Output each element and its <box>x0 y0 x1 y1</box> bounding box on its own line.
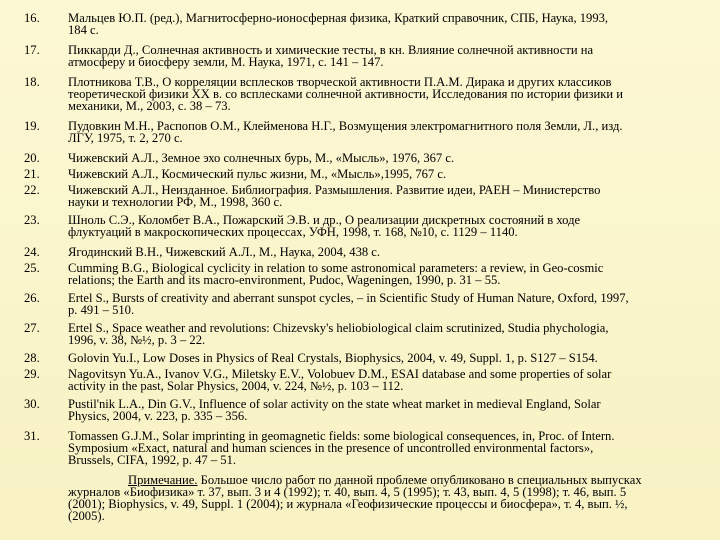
reference-text <box>68 214 694 238</box>
reference-number: 27. <box>24 321 40 335</box>
reference-line: Чижевский А.Л., Неизданное. Библиография. Размышления. Развитие идеи, РАЕН – Министерство <box>68 183 601 197</box>
reference-number: 29. <box>24 367 40 381</box>
reference-line: 1996, v. 38, №½, p. 3 – 22. <box>68 333 206 347</box>
reference-text <box>68 152 694 164</box>
reference-line: relations; the Earth and its macro-environment, Pudoc, Wageningen, 1990, p. 31 – 55. <box>68 273 501 287</box>
reference-line: Чижевский А.Л., Космический пульс жизни, М., «Мысль»,1995, 767 с. <box>68 167 447 181</box>
reference-line: Плотникова Т.В., О корреляции всплесков творческой активности П.А.М. Дирака и других классиков <box>68 75 612 89</box>
reference-line: Ertel S., Bursts of creativity and aberrant sunspot cycles, – in Scientific Study of Human Nature, Oxford, 1997, <box>68 291 629 305</box>
reference-number: 19. <box>24 119 40 133</box>
reference-text <box>68 120 694 144</box>
note-line: (2005). <box>68 509 105 523</box>
reference-text <box>68 246 694 258</box>
reference-line: Пудовкин М.Н., Распопов О.М., Клейменова Н.Г., Возмущения электромагнитного поля Земли, Л., изд. <box>68 119 623 133</box>
reference-line: Пиккарди Д., Солнечная активность и химические тесты, в кн. Влияние солнечной активности на <box>68 43 594 57</box>
reference-number: 25. <box>24 261 40 275</box>
reference-line: Nagovitsyn Yu.A., Ivanov V.G., Miletsky E.V., Volobuev D.M., ESAI database and some properties of solar <box>68 367 612 381</box>
reference-number: 26. <box>24 291 40 305</box>
reference-text <box>68 44 694 68</box>
reference-line: Ягодинский В.Н., Чижевский А.Л., М., Наука, 2004, 438 с. <box>68 245 381 259</box>
reference-number: 28. <box>24 351 40 365</box>
reference-line: Cumming B.G., Biological cyclicity in relation to some astronomical parameters: a review, in Geo-cosmic <box>68 261 604 275</box>
reference-line: Мальцев Ю.П. (ред.), Магнитосферно-ионосферная физика, Краткий справочник, СПБ, Наука, 1993, <box>68 11 609 25</box>
reference-text <box>68 184 694 208</box>
note-line: (2001); Biophysics, v. 49, Suppl. 1 (2004); и журнала «Геофизические процессы и биосфера», т. 4, вып. ½, <box>68 497 628 511</box>
reference-text <box>68 368 694 392</box>
reference-line: ЛГУ, 1975, т. 2, 270 с. <box>68 131 183 145</box>
note-line: журналов «Биофизика» т. 37, вып. 3 и 4 (1992); т. 40, вып. 4, 5 (1995); т. 43, вып. 4, 5 (1998); т. 46, вып. 5 <box>68 485 627 499</box>
reference-number: 17. <box>24 43 40 57</box>
reference-line: Pustil'nik L.A., Din G.V., Influence of solar activity on the state wheat market in medieval England, Solar <box>68 397 601 411</box>
reference-number: 24. <box>24 245 40 259</box>
reference-line: p. 491 – 510. <box>68 303 135 317</box>
note-paragraph <box>68 474 700 522</box>
reference-line: теоретической физики XX в. со всплесками солнечной активности, Исследования по истории физики и <box>68 87 624 101</box>
reference-text <box>68 76 694 112</box>
reference-number: 30. <box>24 397 40 411</box>
reference-line: механики, М., 2003, с. 38 – 73. <box>68 99 231 113</box>
reference-text <box>68 262 694 286</box>
reference-line: activity in the past, Solar Physics, 2004, v. 224, №½, p. 103 – 112. <box>68 379 404 393</box>
note-text: Большое число работ по данной проблеме опубликовано в специальных выпусках <box>197 473 642 487</box>
reference-number: 22. <box>24 183 40 197</box>
note-label: Примечание. <box>128 473 198 487</box>
reference-text <box>68 168 694 180</box>
reference-number: 21. <box>24 167 40 181</box>
reference-number: 16. <box>24 11 40 25</box>
reference-line: Physics, 2004, v. 223, p. 335 – 356. <box>68 409 248 423</box>
reference-line: Шноль С.Э., Коломбет В.А., Пожарский Э.В. и др., О реализации дискретных состояний в ходе <box>68 213 581 227</box>
reference-line: 184 с. <box>68 23 99 37</box>
reference-text <box>68 430 694 466</box>
reference-line: Brussels, CIFA, 1992, p. 47 – 51. <box>68 453 237 467</box>
reference-line: Tomassen G.J.M., Solar imprinting in geomagnetic fields: some biological consequences, in, Proc. of Intern. <box>68 429 615 443</box>
reference-line: Ertel S., Space weather and revolutions: Chizevsky's heliobiological claim scrutinized, Studia phychologia, <box>68 321 609 335</box>
reference-number: 18. <box>24 75 40 89</box>
reference-line: Чижевский А.Л., Земное эхо солнечных бурь, М., «Мысль», 1976, 367 с. <box>68 151 455 165</box>
reference-line: атмосферу и биосферу земли, М. Наука, 1971, с. 141 – 147. <box>68 55 384 69</box>
reference-number: 23. <box>24 213 40 227</box>
reference-text <box>68 12 694 36</box>
reference-line: флуктуаций в макроскопических процессах, УФН, 1998, т. 168, №10, с. 1129 – 1140. <box>68 225 518 239</box>
reference-line: науки и технологии РФ, М., 1998, 360 с. <box>68 195 283 209</box>
reference-number: 20. <box>24 151 40 165</box>
reference-line: Symposium «Exact, natural and human sciences in the presence of uncontrolled environmental factors», <box>68 441 594 455</box>
reference-line: Golovin Yu.I., Low Doses in Physics of Real Crystals, Biophysics, 2004, v. 49, Suppl. 1, p. S127 – S154. <box>68 351 598 365</box>
reference-text <box>68 352 694 364</box>
reference-text <box>68 322 694 346</box>
reference-text <box>68 292 694 316</box>
reference-number: 31. <box>24 429 40 443</box>
reference-text <box>68 398 694 422</box>
